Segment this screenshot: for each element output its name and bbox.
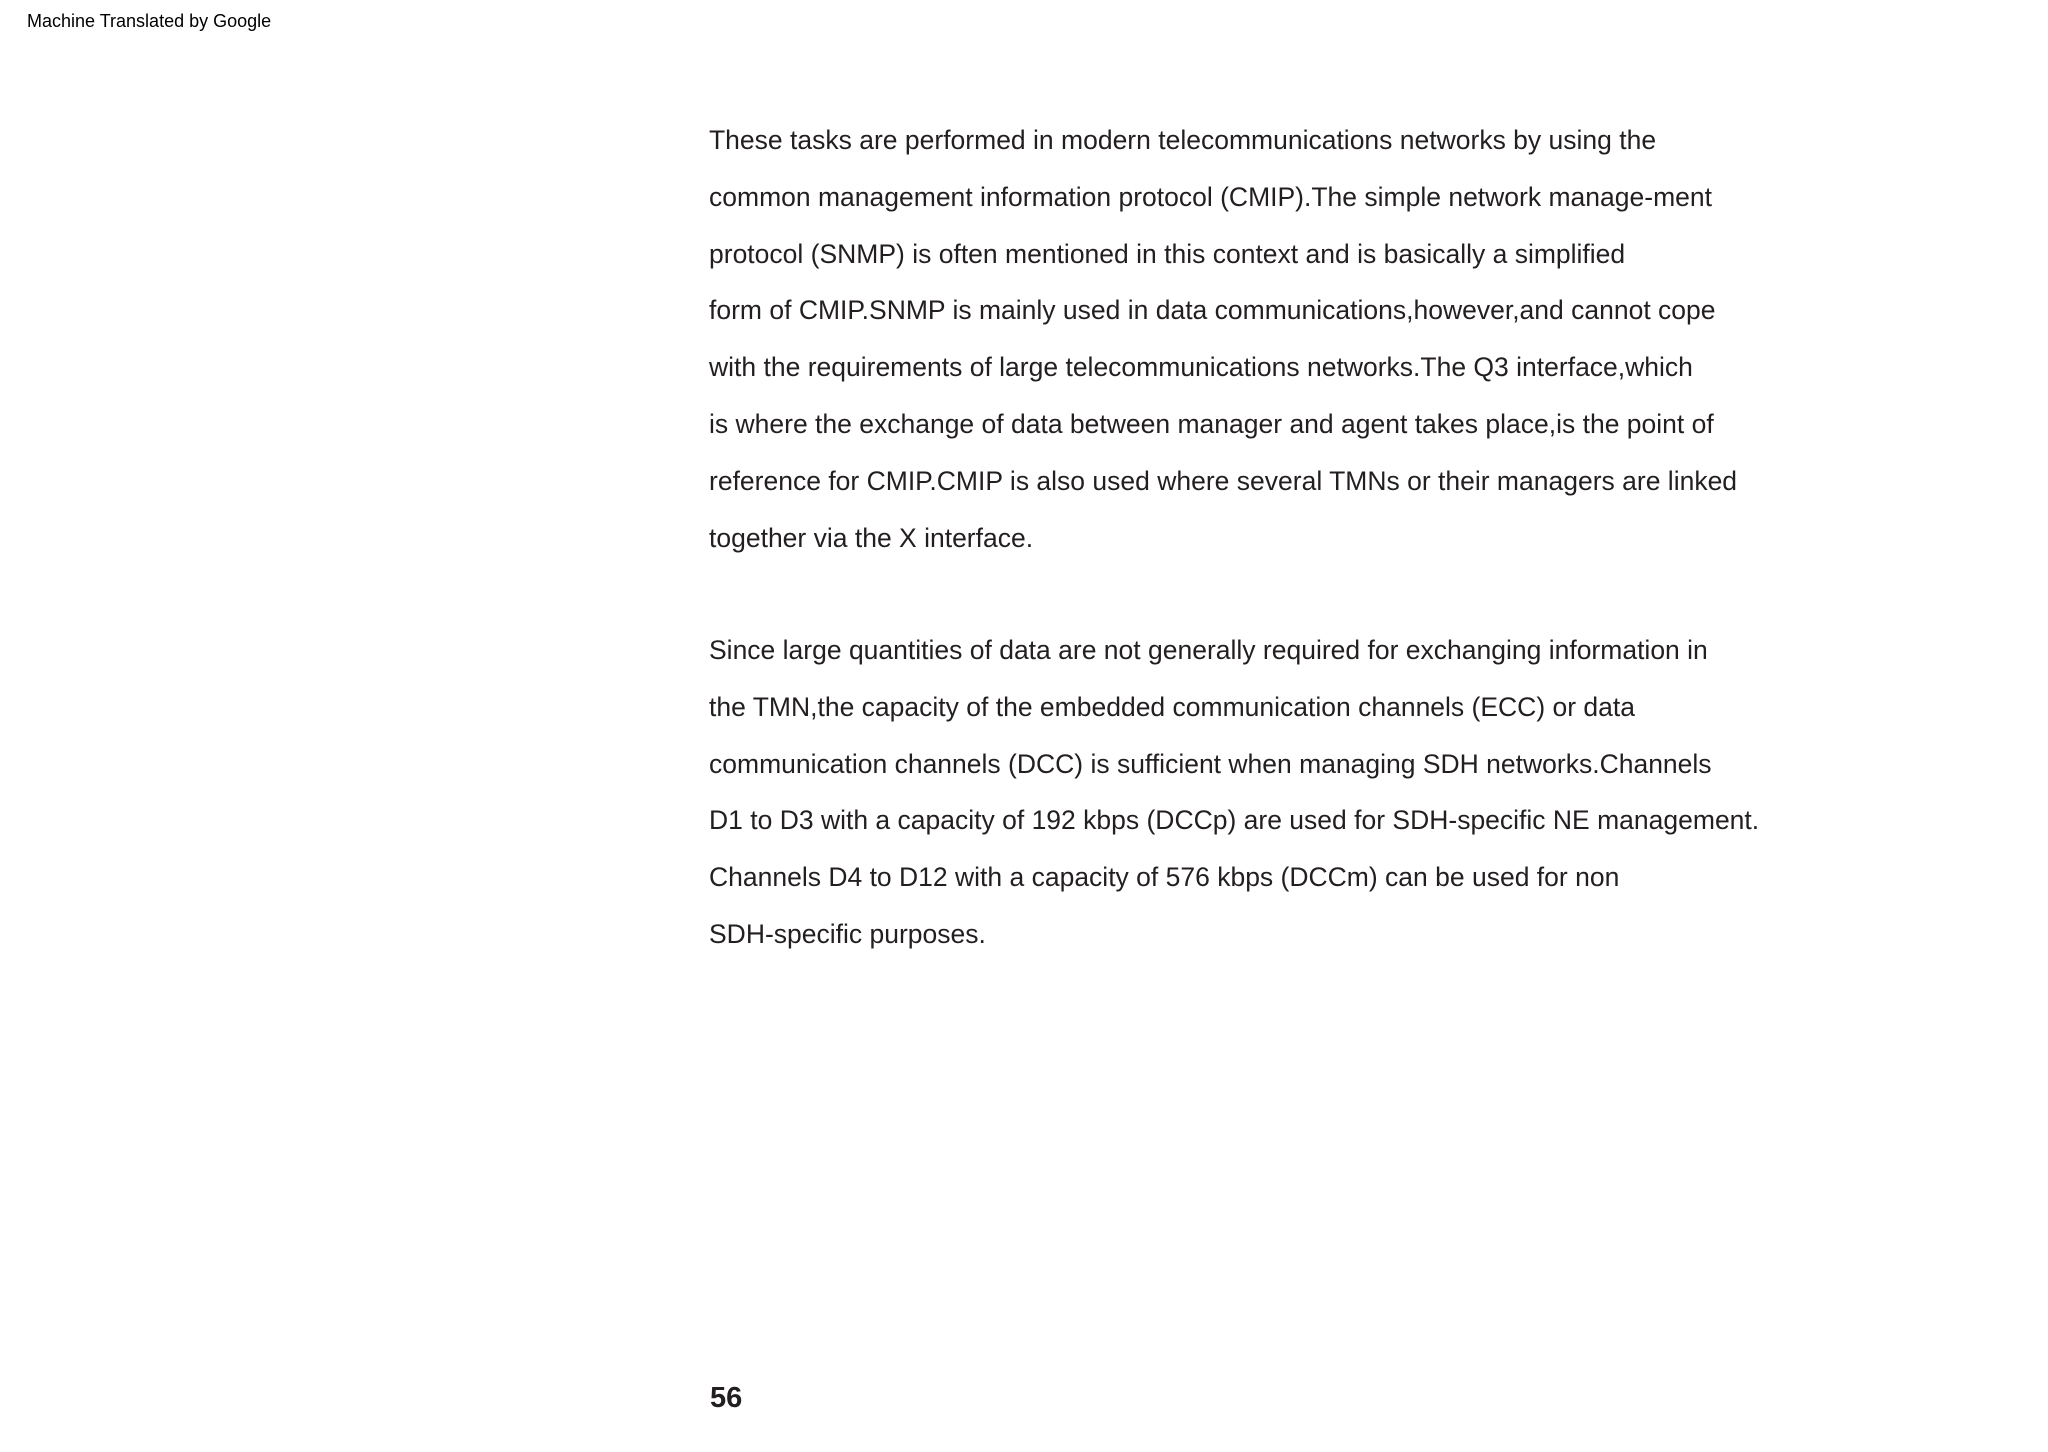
paragraph-line: with the requirements of large telecommunications networks.The Q3 interface,which bbox=[709, 352, 1693, 383]
paragraph-line: Since large quantities of data are not generally required for exchanging information in bbox=[709, 635, 1708, 665]
page-number: 56 bbox=[710, 1382, 743, 1414]
machine-translation-notice: Machine Translated by Google bbox=[27, 11, 272, 31]
paragraph-line: SDH-specific purposes. bbox=[709, 918, 986, 949]
paragraph-line: together via the X interface. bbox=[709, 522, 1034, 553]
paragraph-dcc bbox=[709, 622, 1909, 963]
paragraph-line: form of CMIP.SNMP is mainly used in data communications,however,and cannot cope bbox=[709, 295, 1716, 326]
paragraph-line: common management information protocol (CMIP).The simple network manage-ment bbox=[709, 181, 1712, 212]
paragraph-line: D1 to D3 with a capacity of 192 kbps (DCCp) are used for SDH-specific NE management. bbox=[709, 805, 1760, 836]
paragraph-line: is where the exchange of data between manager and agent takes place,is the point of bbox=[709, 408, 1714, 439]
paragraph-line: protocol (SNMP) is often mentioned in this context and is basically a simplified bbox=[709, 238, 1626, 269]
paragraph-line: reference for CMIP.CMIP is also used where several TMNs or their managers are linked bbox=[709, 465, 1738, 496]
paragraph-line: the TMN,the capacity of the embedded communication channels (ECC) or data bbox=[709, 691, 1636, 722]
paragraph-cmip bbox=[709, 112, 1909, 566]
paragraph-line: These tasks are performed in modern telecommunications networks by using the bbox=[709, 125, 1657, 155]
paragraph-line: Channels D4 to D12 with a capacity of 576 kbps (DCCm) can be used for non bbox=[709, 862, 1620, 893]
paragraph-line: communication channels (DCC) is sufficient when managing SDH networks.Channels bbox=[709, 748, 1712, 779]
